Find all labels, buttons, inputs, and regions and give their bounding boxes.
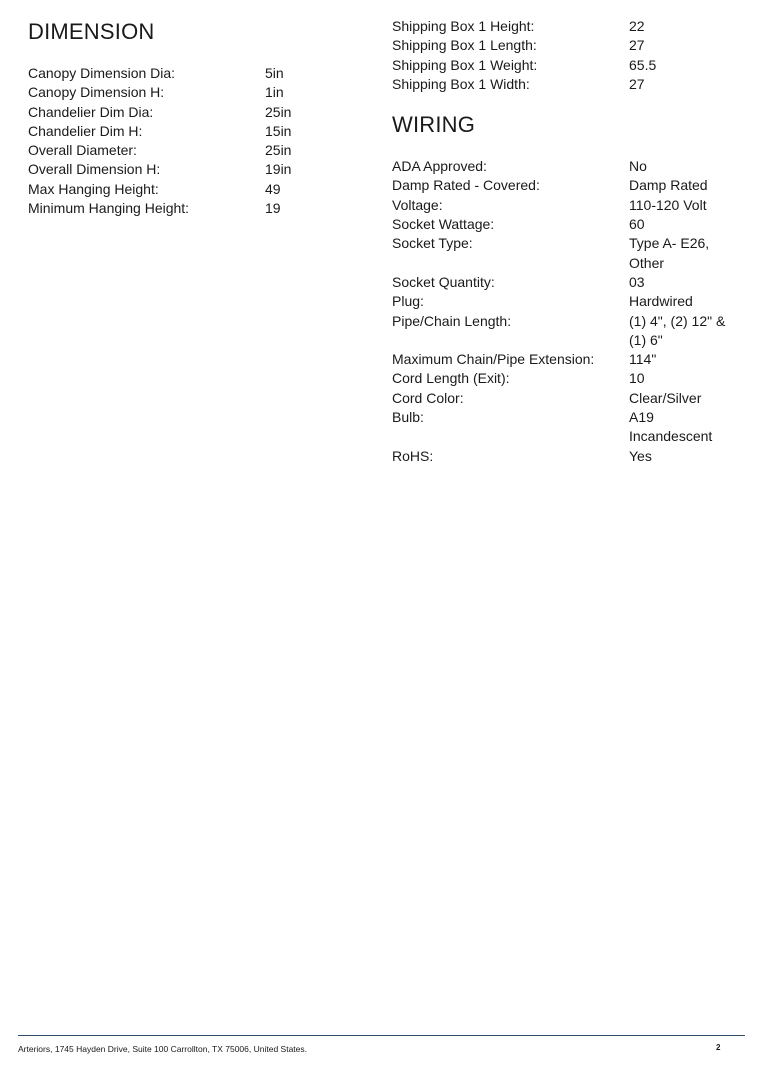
spec-label: Socket Wattage:	[392, 216, 495, 233]
spec-row	[28, 64, 358, 83]
footer-address: Arteriors, 1745 Hayden Drive, Suite 100 Carrollton, TX 75006, United States.	[18, 1044, 307, 1054]
spec-label: Plug:	[392, 293, 424, 310]
spec-label: Chandelier Dim H:	[28, 122, 143, 139]
spec-row	[392, 75, 742, 94]
spec-value: 65.5	[629, 56, 657, 73]
spec-value: Clear/Silver	[629, 389, 702, 406]
spec-value: Damp Rated	[629, 177, 708, 194]
spec-value: 60	[629, 216, 645, 233]
spec-value: Hardwired	[629, 293, 693, 310]
spec-value: 1in	[265, 84, 284, 101]
spec-row	[392, 157, 742, 176]
spec-value: Type A- E26, Other	[629, 235, 710, 271]
spec-value: 5in	[265, 65, 284, 81]
spec-row	[28, 103, 358, 122]
spec-label: Shipping Box 1 Width:	[392, 75, 530, 92]
spec-value: 15in	[265, 122, 292, 139]
spec-value: 27	[629, 75, 645, 92]
spec-row	[392, 273, 742, 292]
dimension-list	[28, 64, 358, 218]
spec-label: Socket Quantity:	[392, 273, 495, 290]
footer-divider	[18, 1035, 745, 1036]
spec-label: Maximum Chain/Pipe Extension:	[392, 351, 595, 368]
spec-label: Cord Color:	[392, 389, 464, 406]
spec-label: Overall Dimension H:	[28, 161, 161, 178]
spec-row	[392, 17, 742, 36]
spec-label: Minimum Hanging Height:	[28, 200, 190, 217]
spec-label: ADA Approved:	[392, 158, 487, 175]
spec-row	[28, 141, 358, 160]
spec-value: No	[629, 158, 647, 175]
spec-label: Max Hanging Height:	[28, 180, 159, 197]
spec-label: Damp Rated - Covered:	[392, 177, 540, 194]
shipping-list	[392, 17, 742, 94]
spec-row	[392, 312, 742, 351]
spec-row	[392, 447, 742, 466]
spec-label: Shipping Box 1 Height:	[392, 18, 535, 34]
spec-value: 03	[629, 273, 645, 290]
right-column	[392, 17, 742, 466]
spec-value: A19 Incandescent	[629, 409, 713, 445]
spec-label: Cord Length (Exit):	[392, 370, 510, 387]
spec-row	[392, 389, 742, 408]
spec-value: 110-120 Volt	[629, 196, 707, 213]
spec-row	[28, 83, 358, 102]
spec-row	[392, 215, 742, 234]
spec-value: 10	[629, 370, 645, 387]
left-column	[28, 18, 358, 218]
spec-value: 19	[265, 200, 281, 217]
spec-row	[392, 196, 742, 215]
spec-row	[28, 160, 358, 179]
spec-label: Shipping Box 1 Weight:	[392, 56, 538, 73]
spec-label: Voltage:	[392, 196, 443, 213]
spec-label: Canopy Dimension H:	[28, 84, 165, 101]
spec-row	[392, 176, 742, 195]
dimension-heading: DIMENSION	[28, 19, 155, 44]
spec-value: 49	[265, 180, 281, 197]
spec-row	[392, 36, 742, 55]
spec-label: Shipping Box 1 Length:	[392, 37, 537, 54]
spec-row	[28, 122, 358, 141]
spec-row	[392, 56, 742, 75]
spec-row	[392, 350, 742, 369]
spec-value: 114"	[629, 351, 657, 368]
spec-value: 19in	[265, 161, 292, 178]
page-number: 2	[716, 1043, 721, 1052]
wiring-heading: WIRING	[392, 112, 476, 138]
spec-label: Canopy Dimension Dia:	[28, 65, 176, 81]
spec-row	[392, 408, 742, 447]
spec-label: Overall Diameter:	[28, 142, 137, 159]
spec-row	[392, 369, 742, 388]
spec-row	[28, 180, 358, 199]
spec-label: Bulb:	[392, 409, 424, 426]
spec-row	[392, 292, 742, 311]
spec-label: Socket Type:	[392, 235, 473, 252]
spec-value: 25in	[265, 103, 292, 120]
spec-value: (1) 4", (2) 12" & (1) 6"	[629, 312, 726, 348]
spec-label: RoHS:	[392, 447, 434, 464]
spec-value: 22	[629, 18, 645, 34]
wiring-list	[392, 157, 742, 466]
spec-row	[28, 199, 358, 218]
spec-label: Pipe/Chain Length:	[392, 312, 512, 329]
spec-value: 25in	[265, 142, 292, 159]
spec-value: 27	[629, 37, 645, 54]
spec-row	[392, 234, 742, 273]
spec-value: Yes	[629, 447, 652, 464]
spec-label: Chandelier Dim Dia:	[28, 103, 154, 120]
